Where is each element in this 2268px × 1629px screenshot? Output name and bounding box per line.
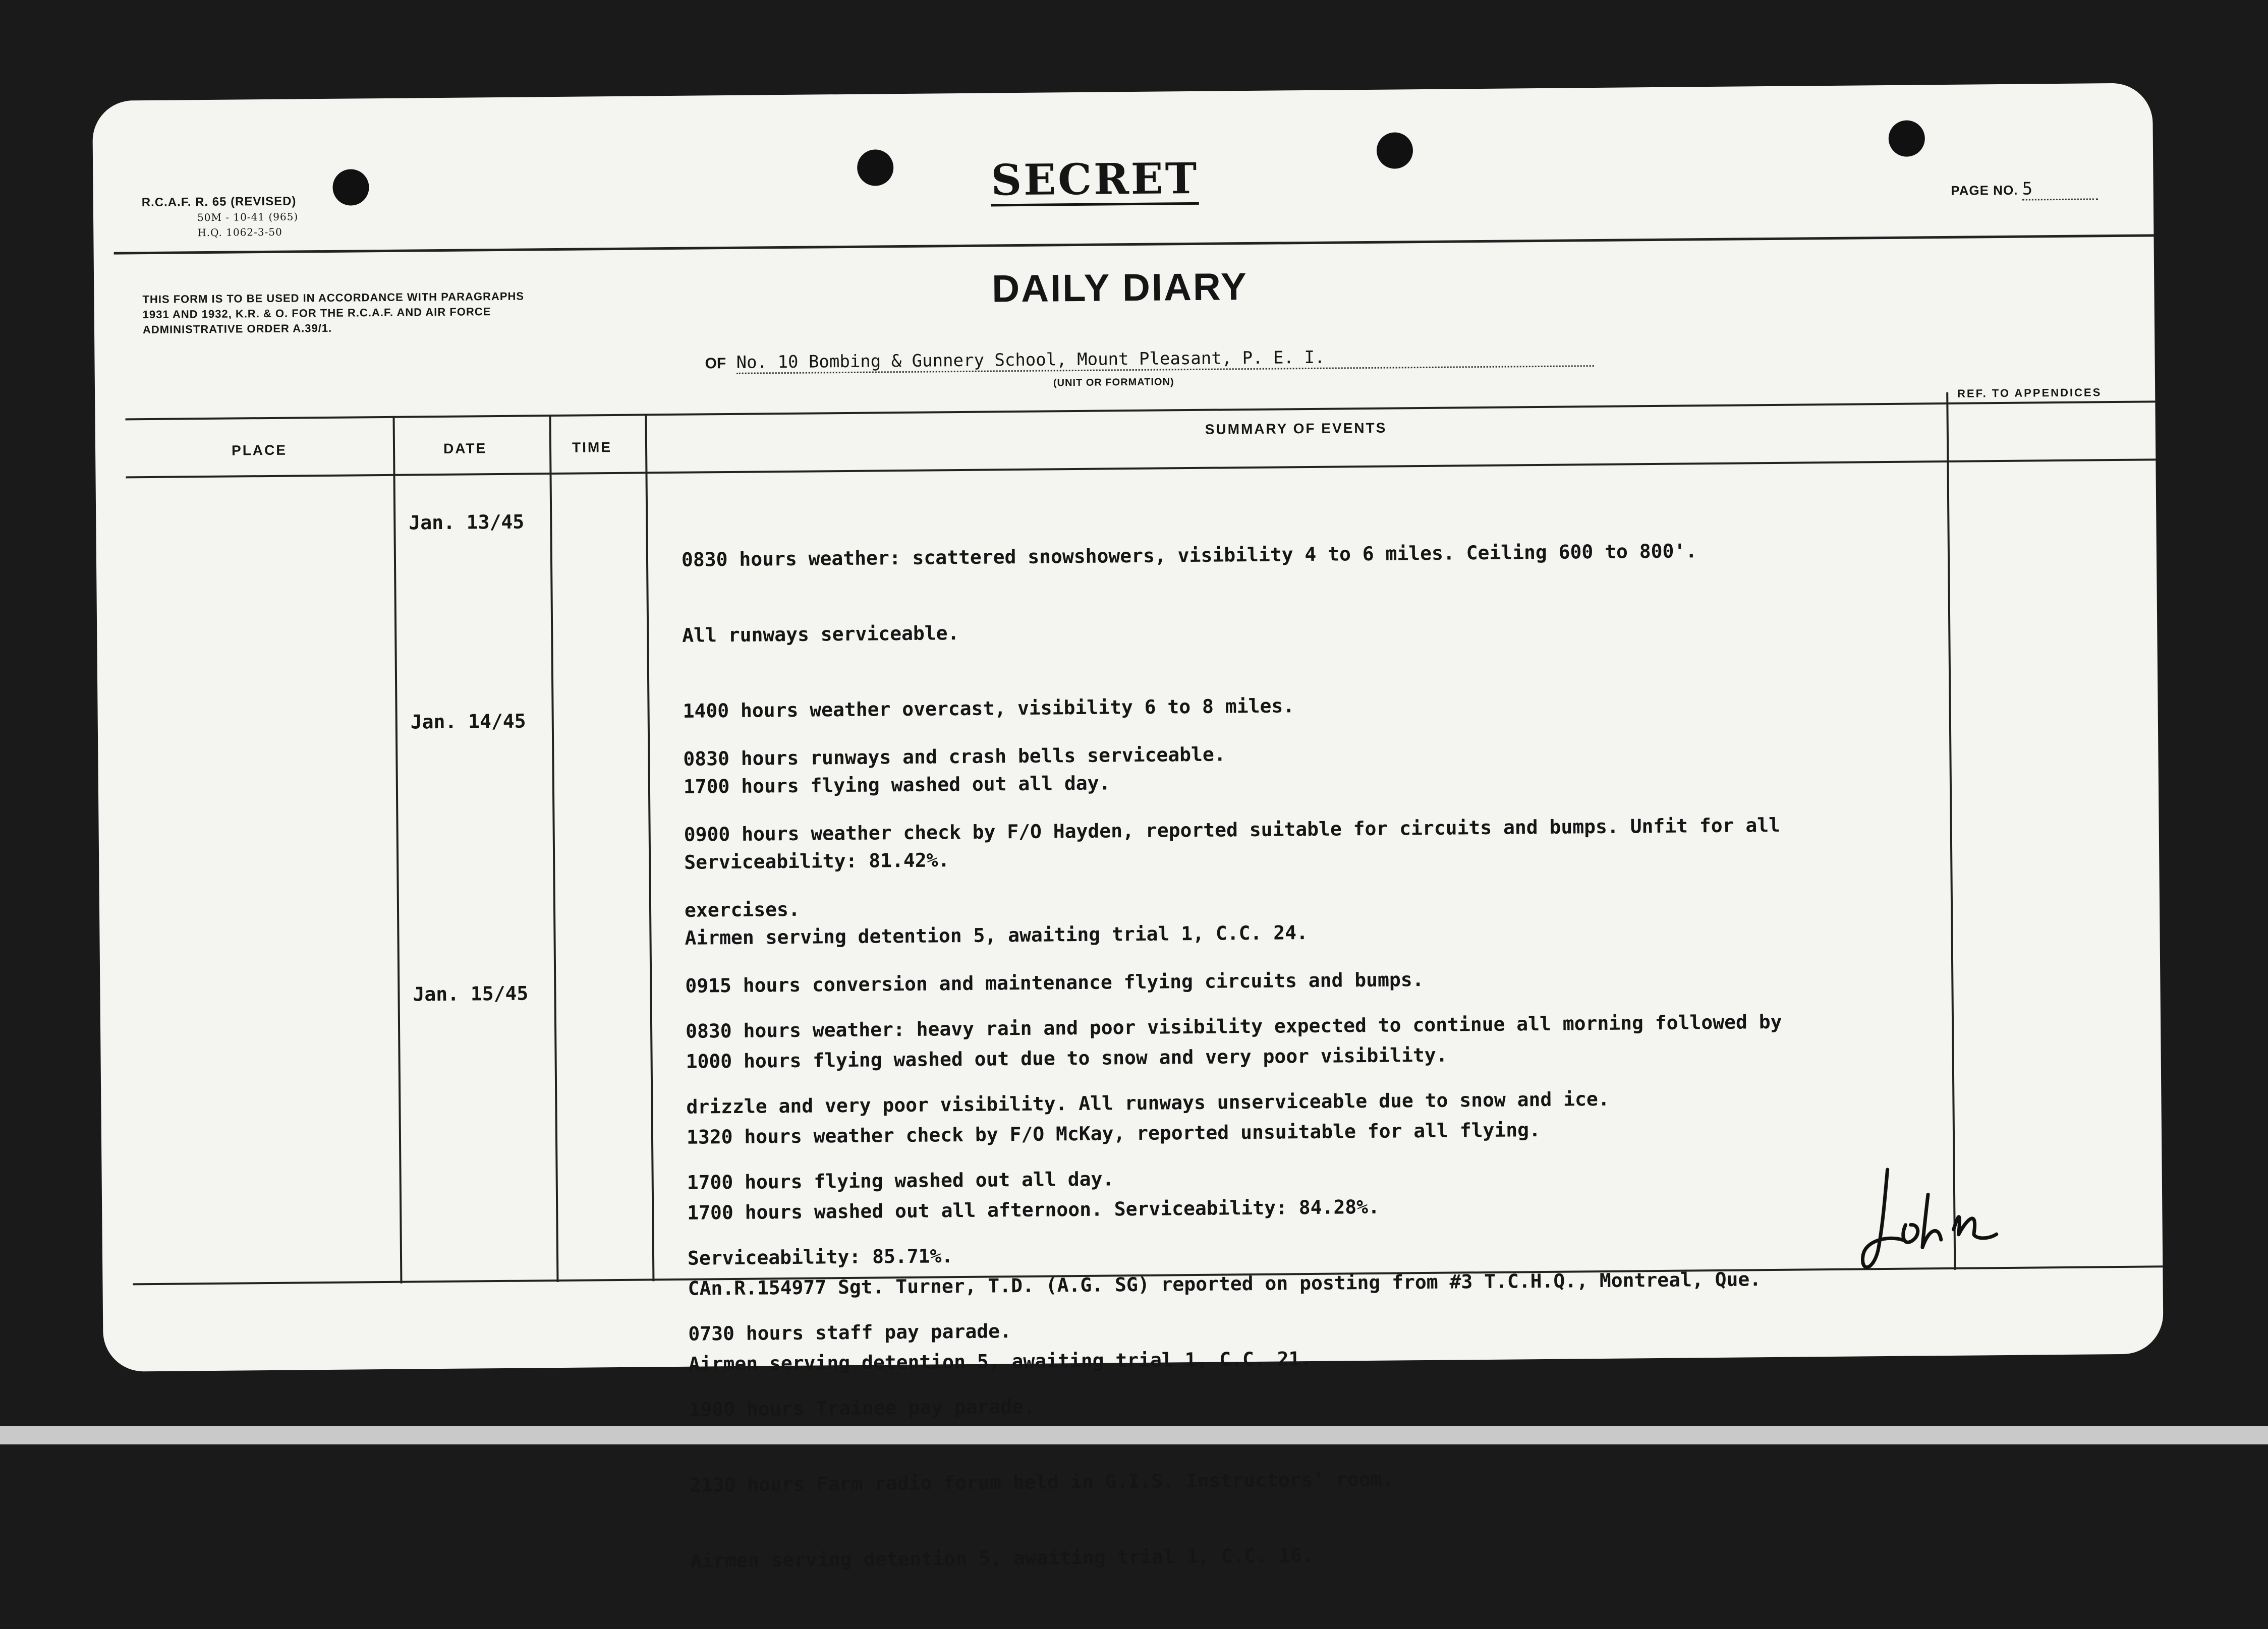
column-header-summary: SUMMARY OF EVENTS bbox=[1205, 420, 1387, 437]
column-header-place: PLACE bbox=[231, 442, 288, 458]
print-code: H.Q. 1062-3-50 bbox=[197, 225, 282, 239]
column-header-time: TIME bbox=[572, 439, 612, 455]
entry-line: 1700 hours washed out all afternoon. Serviceability: 84.28%. bbox=[687, 1195, 1380, 1224]
table-header-rule bbox=[126, 458, 2156, 478]
entry-line: 1900 hours Trainee pay parade. bbox=[689, 1395, 1036, 1421]
entry-line: 1000 hours flying washed out due to snow and very poor visibility. bbox=[686, 1043, 1448, 1073]
usage-note: THIS FORM IS TO BE USED IN ACCORDANCE WITH PARAGRAPHS 1931 AND 1932, K.R. & O. FOR THE R.C.A.F. AND AIR FORCE ADMINISTRATIVE ORDER A.39/1. bbox=[142, 289, 525, 336]
entry-summary bbox=[685, 957, 1926, 1623]
entry-line: 0730 hours staff pay parade. bbox=[688, 1320, 1012, 1345]
punch-hole bbox=[1377, 132, 1413, 169]
column-divider bbox=[1946, 392, 1956, 1270]
of-label: OF bbox=[705, 355, 726, 372]
column-divider bbox=[392, 416, 402, 1284]
entry-line: 0830 hours weather: heavy rain and poor visibility expected to continue all morning followed by bbox=[685, 1010, 1782, 1042]
form-code: R.C.A.F. R. 65 (REVISED) bbox=[141, 194, 297, 210]
column-divider bbox=[645, 414, 654, 1281]
entry-line: Serviceability: 85.71%. bbox=[687, 1245, 953, 1269]
entry-line: 2130 hours Farm radio forum held in G.I.S. Instructors' room. bbox=[689, 1468, 1394, 1496]
entry-line: Serviceability: 81.42%. bbox=[684, 849, 950, 874]
table-top-rule bbox=[125, 400, 2155, 420]
entry-line: 0830 hours runways and crash bells serviceable. bbox=[683, 743, 1226, 770]
punch-hole bbox=[332, 169, 369, 206]
entry-line: 1400 hours weather overcast, visibility 6 to 8 miles. bbox=[683, 694, 1295, 722]
classification-heading: SECRET bbox=[991, 154, 1199, 207]
entry-line: 1320 hours weather check by F/O McKay, reported unsuitable for all flying. bbox=[686, 1119, 1541, 1148]
entry-line: Airmen serving detention 5, awaiting trial 1, C.C. 16. bbox=[690, 1544, 1314, 1572]
page-number-value: 5 bbox=[2022, 178, 2097, 200]
unit-name: No. 10 Bombing & Gunnery School, Mount Pleasant, P. E. I. bbox=[736, 345, 1594, 374]
page-number-field bbox=[1951, 178, 2098, 201]
diary-title: DAILY DIARY bbox=[991, 265, 1249, 311]
entry-line: 0900 hours weather check by F/O Hayden, reported suitable for circuits and bumps. Unfit for all bbox=[684, 813, 1781, 846]
entry-line: drizzle and very poor visibility. All runways unserviceable due to snow and ice. bbox=[686, 1087, 1610, 1118]
handwritten-signature bbox=[1857, 1163, 2010, 1286]
punch-hole bbox=[1888, 120, 1925, 157]
diary-form-card bbox=[92, 83, 2164, 1572]
entry-date: Jan. 15/45 bbox=[413, 982, 529, 1006]
punch-hole bbox=[857, 149, 894, 186]
print-code: 50M - 10-41 (965) bbox=[197, 210, 299, 224]
entry-line: exercises. bbox=[684, 898, 801, 921]
entry-line: All runways serviceable. bbox=[682, 622, 959, 647]
unit-line bbox=[705, 345, 1594, 374]
entry-line: Airmen serving detention 5, awaiting trial 1, C.C. 24. bbox=[685, 921, 1309, 949]
entry-date: Jan. 14/45 bbox=[410, 710, 526, 733]
entry-line: Airmen serving detention 5, awaiting trial 1, C.C. 21. bbox=[688, 1348, 1312, 1375]
form-code-block bbox=[142, 194, 299, 241]
column-header-ref: REF. TO APPENDICES bbox=[1957, 386, 2102, 400]
entry-line: 1700 hours flying washed out all day. bbox=[687, 1168, 1114, 1194]
unit-caption: (UNIT OR FORMATION) bbox=[1053, 376, 1174, 389]
page-number-label: PAGE NO. bbox=[1951, 182, 2018, 198]
entry-line: 1700 hours flying washed out all day. bbox=[683, 772, 1111, 798]
header-rule bbox=[114, 234, 2154, 254]
entry-date: Jan. 13/45 bbox=[409, 510, 525, 534]
column-divider bbox=[549, 415, 558, 1282]
entry-line: 0830 hours weather: scattered snowshowers, visibility 4 to 6 miles. Ceiling 600 to 800'. bbox=[681, 540, 1697, 571]
entry-line: CAn.R.154977 Sgt. Turner, T.D. (A.G. SG) reported on posting from #3 T.C.H.Q., Montreal, Que. bbox=[688, 1268, 1762, 1300]
entry-line: 0915 hours conversion and maintenance flying circuits and bumps. bbox=[685, 968, 1424, 997]
column-header-date: DATE bbox=[443, 440, 487, 456]
